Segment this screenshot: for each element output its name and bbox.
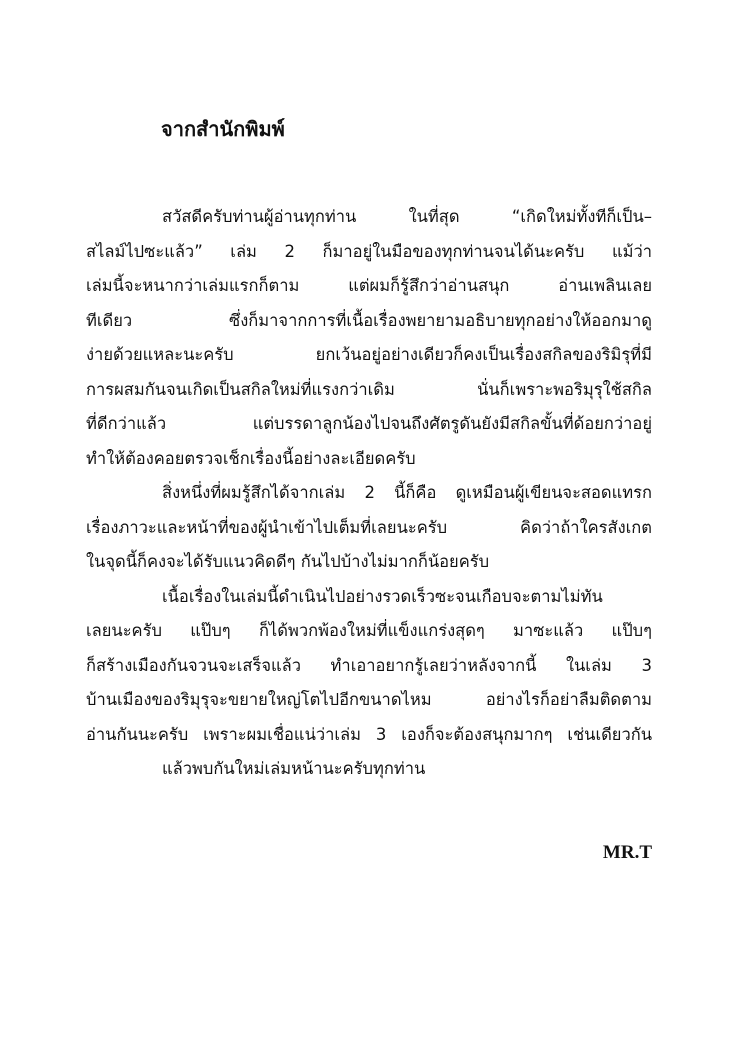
paragraph-1-line-6: การผสมกันจนเกิดเป็นสกิลใหม่ที่แรงกว่าเดิม นั่นก็เพราะพอริมุรุใช้สกิล bbox=[86, 379, 652, 399]
paragraph-4-line-1: แล้วพบกันใหม่เล่มหน้านะครับทุกท่าน bbox=[162, 759, 426, 778]
paragraph-1-line-2: สไลม์ไปซะแล้ว” เล่ม 2 ก็มาอยู่ในมือของทุกท่านจนได้นะครับ แม้ว่า bbox=[86, 241, 652, 261]
paragraph-2-line-1: สิ่งหนึ่งที่ผมรู้สึกได้จากเล่ม 2 นี้ก็คือ ดูเหมือนผู้เขียนจะสอดแทรก bbox=[162, 483, 652, 502]
author-signature: MR.T bbox=[602, 842, 652, 863]
paragraph-3-line-3: ก็สร้างเมืองกันจวนจะเสร็จแล้ว ทำเอาอยากรู้เลยว่าหลังจากนี้ ในเล่ม 3 bbox=[86, 655, 652, 675]
paragraph-1-line-4: ทีเดียว ซึ่งก็มาจากการที่เนื้อเรื่องพยายามอธิบายทุกอย่างให้ออกมาดู bbox=[86, 310, 652, 330]
paragraph-2-line-2: เรื่องภาวะและหน้าที่ของผู้นำเข้าไปเต็มที่เลยนะครับ คิดว่าถ้าใครสังเกต bbox=[86, 517, 652, 537]
paragraph-3-line-2: เลยนะครับ แป๊บๆ ก็ได้พวกพ้องใหม่ที่แข็งแกร่งสุดๆ มาซะแล้ว แป๊บๆ bbox=[86, 621, 652, 640]
paragraph-1-line-7: ที่ดีกว่าแล้ว แต่บรรดาลูกน้องไปจนถึงศัตรูดันยังมีสกิลขั้นที่ด้อยกว่าอยู่ bbox=[86, 414, 652, 433]
paragraph-1-line-8: ทำให้ต้องคอยตรวจเช็กเรื่องนี้อย่างละเอียดครับ bbox=[86, 448, 416, 468]
body-text bbox=[86, 200, 652, 787]
page-title: จากสำนักพิมพ์ bbox=[161, 117, 285, 141]
paragraph-2-line-3: ในจุดนี้ก็คงจะได้รับแนวคิดดีๆ กันไปบ้างไม่มากก็น้อยครับ bbox=[86, 552, 490, 571]
paragraph-1-line-5: ง่ายด้วยแหละนะครับ ยกเว้นอยู่อย่างเดียวก็คงเป็นเรื่องสกิลของริมิรุที่มี bbox=[86, 345, 652, 364]
paragraph-3-line-4: บ้านเมืองของริมุรุจะขยายใหญ่โตไปอีกขนาดไหม อย่างไรก็อย่าลืมติดตาม bbox=[86, 690, 652, 709]
paragraph-1-line-3: เล่มนี้จะหนากว่าเล่มแรกก็ตาม แต่ผมก็รู้สึกว่าอ่านสนุก อ่านเพลินเลย bbox=[86, 276, 652, 295]
paragraph-1-line-1: สวัสดีครับท่านผู้อ่านทุกท่าน ในที่สุด “เกิดใหม่ทั้งทีก็เป็น– bbox=[162, 207, 652, 226]
paragraph-3-line-5: อ่านกันนะครับ เพราะผมเชื่อแน่ว่าเล่ม 3 เองก็จะต้องสนุกมากๆ เช่นเดียวกัน bbox=[86, 724, 652, 744]
paragraph-3-line-1: เนื้อเรื่องในเล่มนี้ดำเนินไปอย่างรวดเร็วซะจนเกือบจะตามไม่ทัน bbox=[162, 586, 603, 606]
